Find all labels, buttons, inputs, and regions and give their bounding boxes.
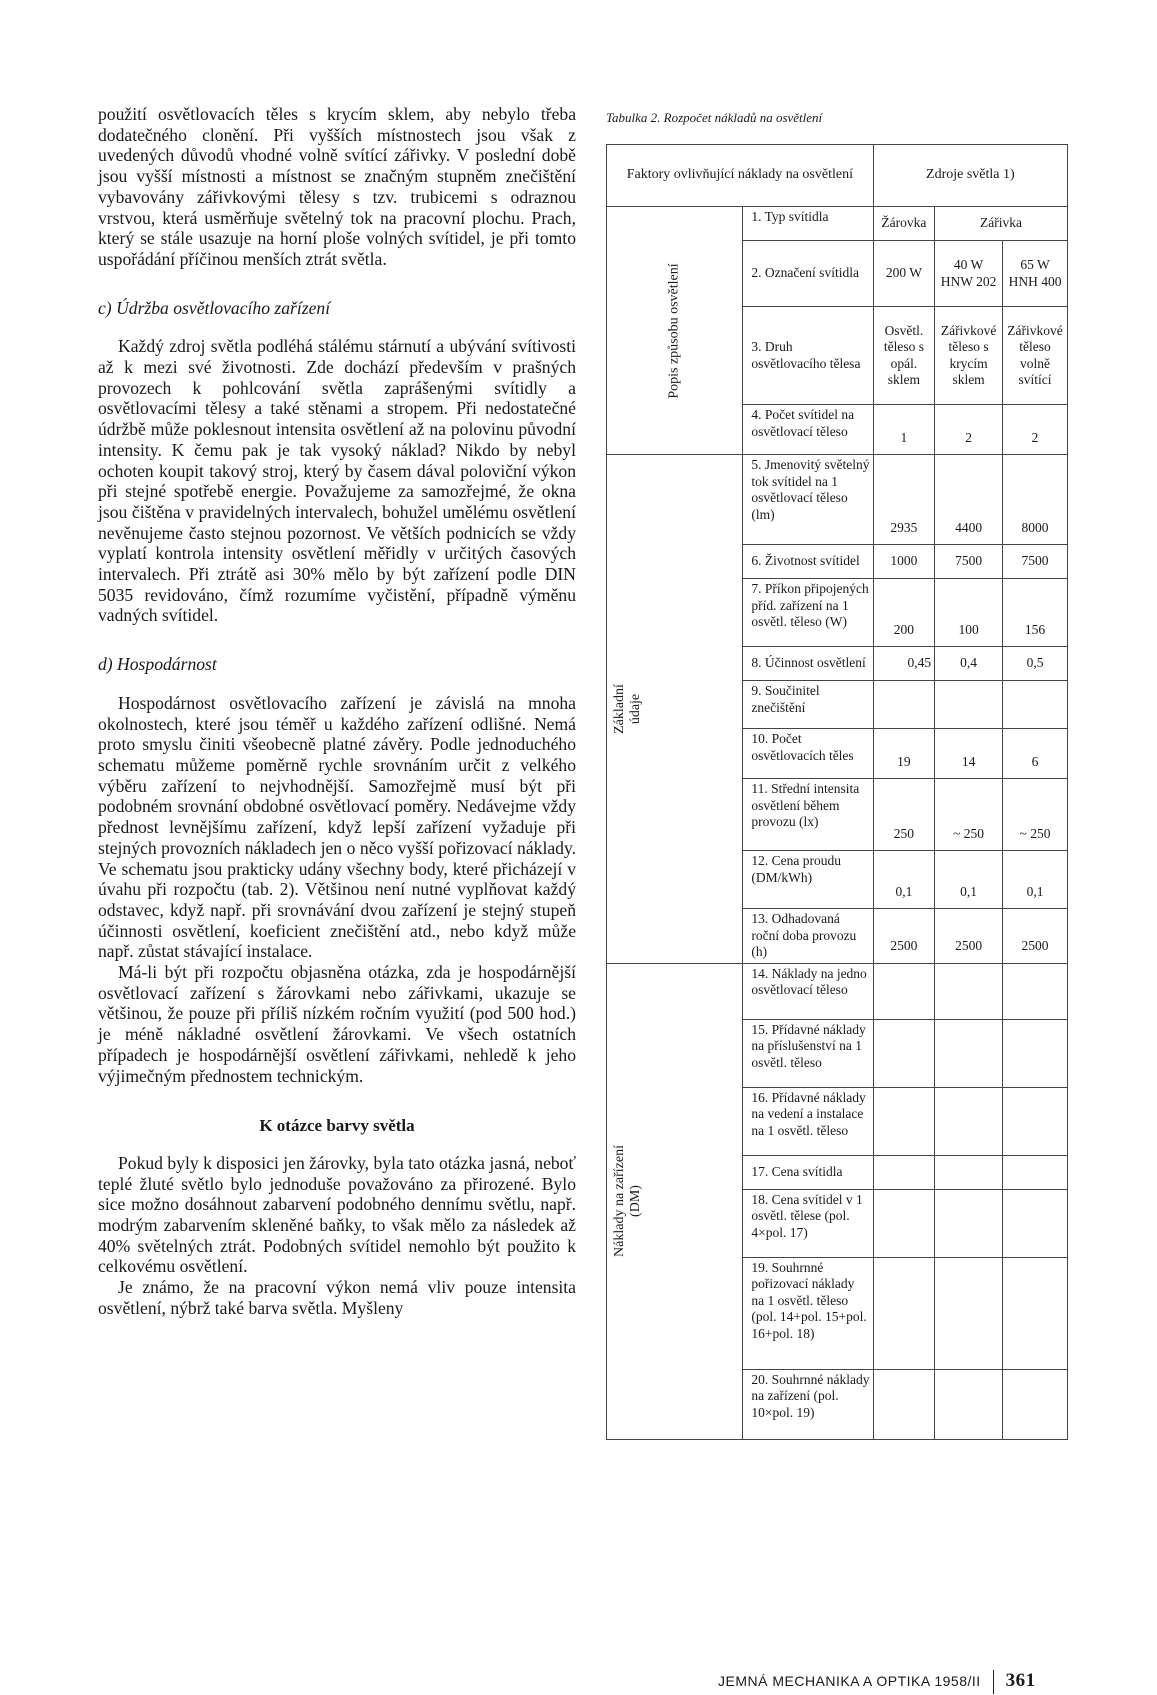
value-cell	[873, 1189, 934, 1257]
factor-cell: 8. Účinnost osvětlení	[743, 647, 873, 681]
header-factors: Faktory ovlivňující náklady na osvětlení	[607, 145, 874, 207]
section-heading-c: c) Údržba osvětlovacího zařízení	[98, 297, 331, 318]
value-cell: 250	[873, 779, 934, 851]
value-cell: 8000	[1003, 455, 1068, 545]
value-cell	[1003, 1189, 1068, 1257]
value-cell	[1003, 681, 1068, 729]
value-cell	[935, 681, 1003, 729]
factor-cell: 5. Jmenovitý světelný tok svítidel na 1 osvětlovací těleso (lm)	[743, 455, 873, 545]
value-cell: 19	[873, 729, 934, 779]
value-cell	[873, 1257, 934, 1369]
value-cell: Zářivkové těleso s krycím sklem	[935, 307, 1003, 405]
value-cell	[935, 963, 1003, 1019]
value-cell: 1	[873, 405, 934, 455]
value-cell	[935, 1087, 1003, 1155]
value-cell	[935, 1155, 1003, 1189]
factor-cell: 17. Cena svítidla	[743, 1155, 873, 1189]
value-cell	[873, 1087, 934, 1155]
factor-cell: 11. Střední intensita osvětlení během provozu (lx)	[743, 779, 873, 851]
value-cell: 40 W HNW 202	[935, 241, 1003, 307]
value-cell: 0,5	[1003, 647, 1068, 681]
value-cell	[873, 1155, 934, 1189]
value-cell: Zářivka	[935, 207, 1068, 241]
value-cell	[935, 1189, 1003, 1257]
paragraph: Má-li být při rozpočtu objasněna otázka, zda je hospodárnější osvětlovací zařízení s žárovkami nebo zářivkami, ukazuje se většinou, že pouze při příliš nízkém ročním využití (pod 500 hod.) je méně nákladné osvětlení žárovkami. Ve všech ostatních případech je hospodárnější osvětlení zářivkami, nehledě k jeho výjimečným přednostem technickým.	[98, 962, 576, 1086]
value-cell: 0,45	[873, 647, 934, 681]
value-cell: 200 W	[873, 241, 934, 307]
value-cell	[873, 1369, 934, 1439]
factor-cell: 3. Druh osvětlovacího tělesa	[743, 307, 873, 405]
paragraph: Každý zdroj světla podléhá stálému stárnutí a ubývání svítivosti až k mezi své životnosti. Zde dochází především v prašných provozech k pohlcování světla zaprášenými svítidly a osvětlovacími tělesy a také stěnami a stropem. Při nedostatečné údržbě může poklesnout intensita osvětlení až na polovinu původní intensity. K čemu pak je tak vysoký náklad? Nikdo by nebyl ochoten koupit takový stroj, který by časem dával poloviční výkon při stejné spotřebě energie. Považujeme za samozřejmé, že okna jsou čištěna v pravidelných intervalech, bohužel umělému osvětlení nevěnujeme často stejnou pozornost. Ve větších podnicích se vždy vyplatí kontrola intensity osvětlení měřidly v určitých časových intervalech. Při ztrátě asi 30% mělo by být zařízení podle DIN 5035 revidováno, čímž rozumíme vyčistění, případně výměnu vadných svítidel.	[98, 336, 576, 626]
section-heading: K otázce barvy světla	[259, 1116, 415, 1136]
page-number: 361	[1005, 1670, 1036, 1691]
value-cell: Žárovka	[873, 207, 934, 241]
factor-cell: 6. Životnost svítidel	[743, 545, 873, 579]
footer-divider	[993, 1670, 994, 1694]
value-cell	[1003, 1155, 1068, 1189]
value-cell: 156	[1003, 579, 1068, 647]
value-cell: 7500	[935, 545, 1003, 579]
left-column	[98, 104, 576, 1319]
value-cell	[1003, 1087, 1068, 1155]
value-cell: ~ 250	[935, 779, 1003, 851]
paragraph: Je známo, že na pracovní výkon nemá vliv pouze intensita osvětlení, nýbrž také barva světla. Myšleny	[98, 1277, 576, 1318]
value-cell	[1003, 1369, 1068, 1439]
page-footer	[718, 1670, 1036, 1694]
value-cell: 14	[935, 729, 1003, 779]
factor-cell: 18. Cena svítidel v 1 osvětl. tělese (pol. 4×pol. 17)	[743, 1189, 873, 1257]
factor-cell: 13. Odhadovaná roční doba provozu (h)	[743, 909, 873, 964]
paragraph: Hospodárnost osvětlovacího zařízení je závislá na mnoha okolnostech, které jsou téměř u každého zařízení odlišné. Nemá proto smyslu činiti všeobecně platné závěry. Podle jednoduchého schematu můžeme poměrně rychle srovnáním určit z velkého výběru zařízení to nejvhodnější. Samozřejmě musí být při podobném srovnání obdobné osvětlovací poměry. Nedávejme vždy přednost levnějšímu zařízení, když lepší zařízení vyžaduje při stejných provozních nákladech jen o něco vyšší pořizovací náklady. Ve schematu jsou prakticky udány všechny body, které přicházejí v úvahu při rozpočtu (tab. 2). Většinou není nutné vyplňovat každý odstavec, když např. při srovnávání dvou zařízení je stejný stupeň účinnosti osvětlení, koeficient znečištění atd., nebo když může např. zůstat stávající instalace.	[98, 692, 576, 962]
group-label: Popis způsobu osvětlení	[607, 207, 743, 455]
value-cell	[873, 1019, 934, 1087]
value-cell: 2935	[873, 455, 934, 545]
group-label: Základní údaje	[607, 455, 743, 964]
value-cell: 0,1	[1003, 851, 1068, 909]
factor-cell: 7. Příkon připojených příd. zařízení na 1 osvětl. těleso (W)	[743, 579, 873, 647]
value-cell	[1003, 1019, 1068, 1087]
factor-cell: 15. Přídavné náklady na příslušenství na 1 osvětl. těleso	[743, 1019, 873, 1087]
value-cell	[935, 1369, 1003, 1439]
table-caption: Tabulka 2. Rozpočet nákladů na osvětlení	[606, 110, 823, 125]
value-cell: Osvětl. těleso s opál. sklem	[873, 307, 934, 405]
value-cell: 1000	[873, 545, 934, 579]
header-sources: Zdroje světla 1)	[873, 145, 1067, 207]
factor-cell: 10. Počet osvětlovacích těles	[743, 729, 873, 779]
value-cell: 2	[1003, 405, 1068, 455]
factor-cell: 14. Náklady na jedno osvětlovací těleso	[743, 963, 873, 1019]
value-cell: 7500	[1003, 545, 1068, 579]
paragraph: Pokud byly k disposici jen žárovky, byla tato otázka jasná, neboť teplé žluté světlo bylo jednoduše považováno za přirozené. Bylo sice možno dosáhnout zabarvení podobného dennímu světlu, např. modrým zabarvením skleněné baňky, to však mělo za následek až 40% světelných ztrát. Podobných svítidel nemohlo být použito k celkovému osvětlení.	[98, 1152, 576, 1277]
value-cell: 2500	[873, 909, 934, 964]
factor-cell: 12. Cena proudu (DM/kWh)	[743, 851, 873, 909]
value-cell: 2500	[1003, 909, 1068, 964]
value-cell: 100	[935, 579, 1003, 647]
factor-cell: 16. Přídavné náklady na vedení a instalace na 1 osvětl. těleso	[743, 1087, 873, 1155]
factor-cell: 4. Počet svítidel na osvětlovací těleso	[743, 405, 873, 455]
value-cell	[935, 1257, 1003, 1369]
value-cell	[1003, 1257, 1068, 1369]
factor-cell: 19. Souhrnné pořizovací náklady na 1 osvětl. těleso (pol. 14+pol. 15+pol. 16+pol. 18)	[743, 1257, 873, 1369]
factor-cell: 20. Souhrnné náklady na zařízení (pol. 10×pol. 19)	[743, 1369, 873, 1439]
value-cell: Zářivkové těleso volně svítící	[1003, 307, 1068, 405]
value-cell: 6	[1003, 729, 1068, 779]
journal-name: JEMNÁ MECHANIKA A OPTIKA 1958/II	[718, 1673, 981, 1689]
value-cell: 0,4	[935, 647, 1003, 681]
paragraph: použití osvětlovacích těles s krycím sklem, aby nebylo třeba dodatečného clonění. Při vyšších místnostech jsou však z uvedených důvodů vhodné volně svítící zářivky. V poslední době jsou vyšší místnosti a místnost se značným stupněm znečištění vybavovány zářivkovými tělesy s tzv. trubicemi s odraznou vrstvou, která usměrňuje světelný tok na pracovní plochu. Prach, který se stále usazuje na horní ploše volných svítidel, je při tomto uspořádání příčinou menších ztrát světla.	[98, 104, 576, 269]
factor-cell: 2. Označení svítidla	[743, 241, 873, 307]
cost-table	[606, 144, 1068, 1440]
value-cell: 4400	[935, 455, 1003, 545]
group-label: Náklady na zařízení (DM)	[607, 963, 743, 1439]
section-heading-d: d) Hospodárnost	[98, 654, 217, 675]
value-cell: 200	[873, 579, 934, 647]
value-cell: ~ 250	[1003, 779, 1068, 851]
value-cell: 0,1	[935, 851, 1003, 909]
value-cell: 65 W HNH 400	[1003, 241, 1068, 307]
value-cell	[1003, 963, 1068, 1019]
factor-cell: 1. Typ svítidla	[743, 207, 873, 241]
value-cell: 2500	[935, 909, 1003, 964]
value-cell	[873, 963, 934, 1019]
value-cell	[935, 1019, 1003, 1087]
factor-cell: 9. Součinitel znečištění	[743, 681, 873, 729]
value-cell: 2	[935, 405, 1003, 455]
value-cell: 0,1	[873, 851, 934, 909]
value-cell	[873, 681, 934, 729]
